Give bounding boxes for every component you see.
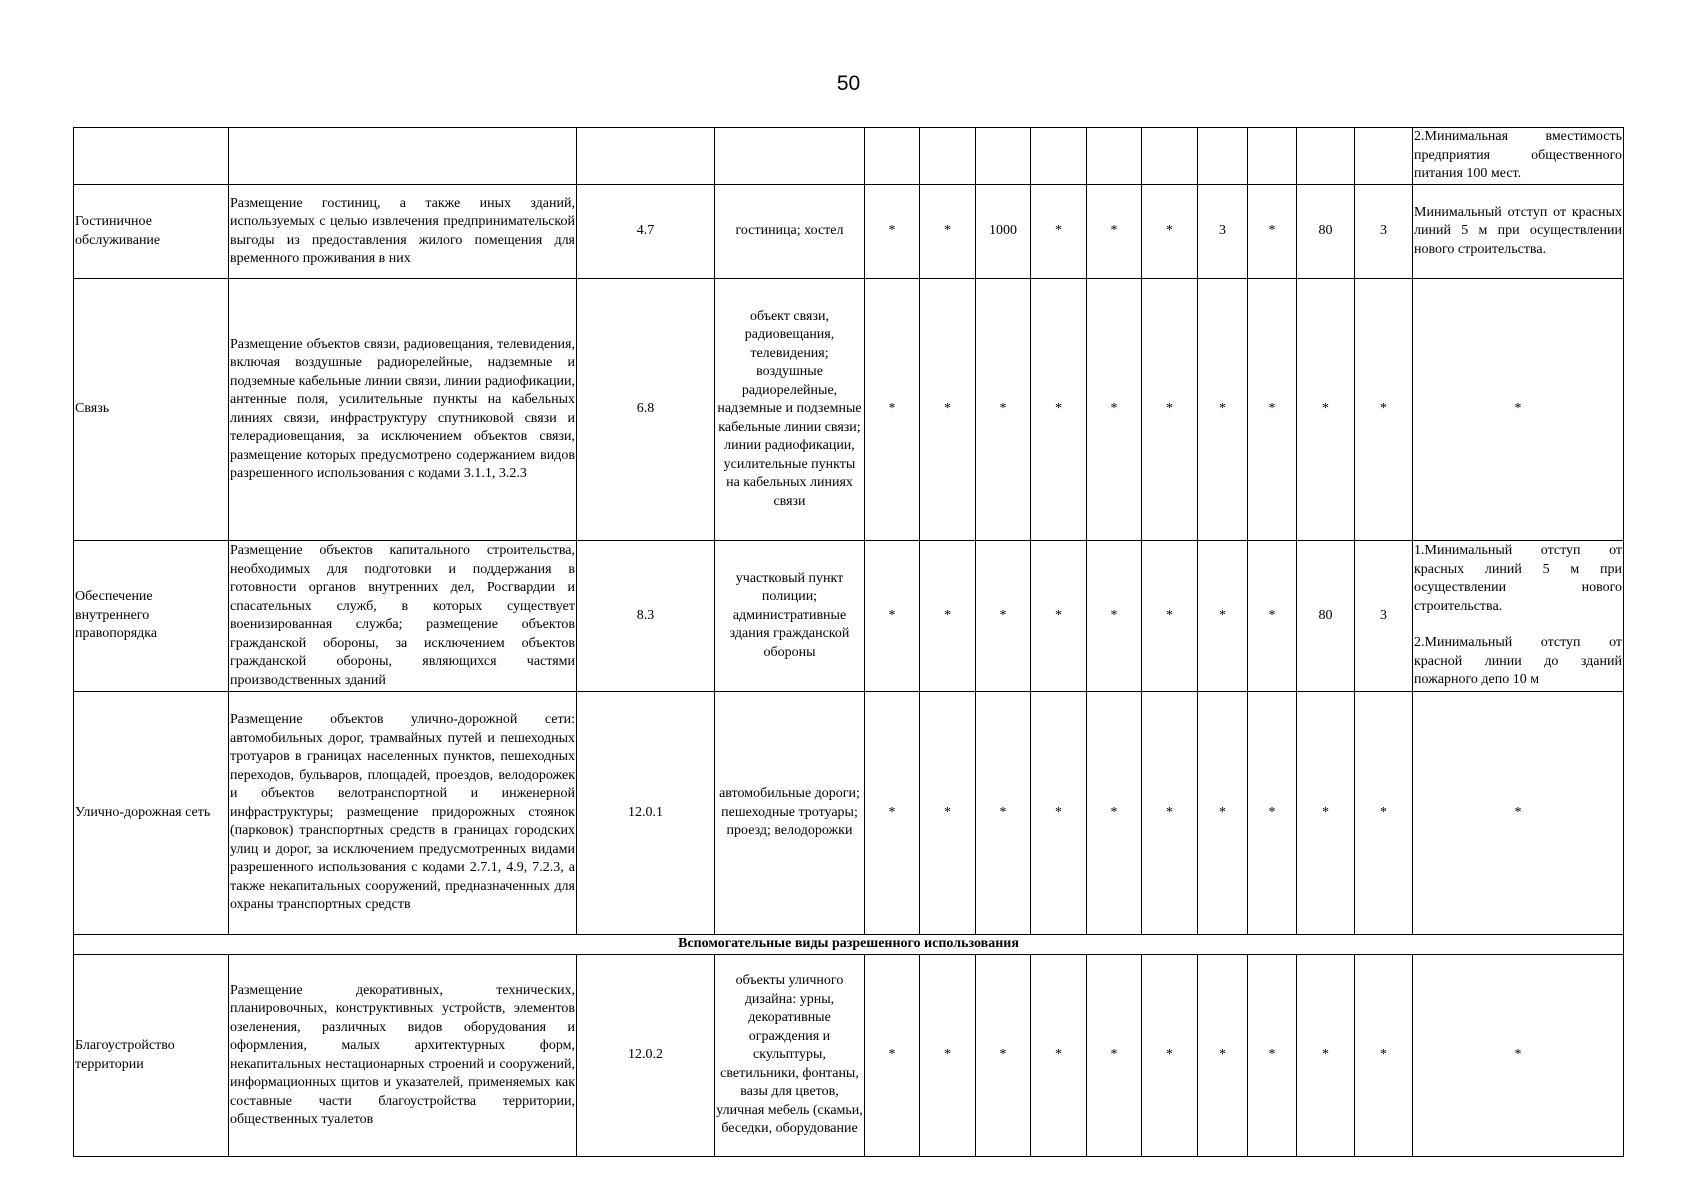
param-cell: *	[1198, 541, 1248, 692]
empty-cell	[1355, 128, 1413, 185]
note-cell: 2.Минимальная вместимость предприятия общественного питания 100 мест.	[1413, 128, 1624, 185]
param-cell: *	[1087, 541, 1142, 692]
param-cell: *	[1087, 185, 1142, 279]
table-row-hotel	[74, 185, 1624, 279]
param-cell: *	[1248, 955, 1297, 1157]
objects-cell: объект связи, радиовещания, телевидения; воздушные радиорелейные, надземные и подземные кабельные линии связи; линии радиофикации, усилительные пункты на кабельных линиях связи	[715, 279, 865, 541]
empty-cell	[74, 128, 229, 185]
use-description-cell: Размещение декоративных, технических, планировочных, конструктивных устройств, элементов озеленения, различных видов оборудования и оформления, малых архитектурных форм, некапитальных нестационарных строений и сооружений, информационных щитов и указателей, применяемых как составные части благоустройства территории, общественных туалетов	[229, 955, 577, 1157]
param-cell: *	[865, 541, 920, 692]
empty-cell	[865, 128, 920, 185]
param-cell: *	[1297, 692, 1355, 935]
use-code-cell: 12.0.1	[577, 692, 715, 935]
note-cell: *	[1413, 955, 1624, 1157]
use-code-cell: 8.3	[577, 541, 715, 692]
param-cell: *	[1248, 692, 1297, 935]
table-row-landscaping	[74, 955, 1624, 1157]
table-row-law-enforcement	[74, 541, 1624, 692]
param-cell: *	[1248, 185, 1297, 279]
param-cell: *	[1142, 185, 1198, 279]
param-cell: *	[920, 279, 976, 541]
objects-cell: участковый пункт полиции; административные здания гражданской обороны	[715, 541, 865, 692]
use-code-cell: 6.8	[577, 279, 715, 541]
section-title: Вспомогательные виды разрешенного использования	[74, 935, 1624, 955]
note-cell: *	[1413, 692, 1624, 935]
note-cell: *	[1413, 279, 1624, 541]
param-cell: *	[1198, 955, 1248, 1157]
param-cell: *	[1198, 279, 1248, 541]
objects-cell: объекты уличного дизайна: урны, декоративные ограждения и скульптуры, светильники, фонтаны, вазы для цветов, уличная мебель (скамьи, беседки, оборудование	[715, 955, 865, 1157]
empty-cell	[976, 128, 1031, 185]
note-cell: Минимальный отступ от красных линий 5 м при осуществлении нового строительства.	[1413, 185, 1624, 279]
param-cell: *	[1142, 541, 1198, 692]
param-cell: *	[1087, 279, 1142, 541]
param-cell: *	[865, 279, 920, 541]
objects-cell: гостиница; хостел	[715, 185, 865, 279]
param-cell: *	[920, 692, 976, 935]
param-cell: *	[920, 955, 976, 1157]
param-cell: 3	[1355, 185, 1413, 279]
param-cell: *	[1248, 541, 1297, 692]
param-cell: *	[1297, 279, 1355, 541]
param-cell: *	[865, 692, 920, 935]
param-cell: 3	[1355, 541, 1413, 692]
note-paragraph: 2.Минимальный отступ от красной линии до зданий пожарного депо 10 м	[1414, 635, 1622, 688]
note-cell	[1413, 541, 1624, 692]
use-name-cell: Гостиничное обслуживание	[74, 185, 229, 279]
param-cell: *	[1087, 692, 1142, 935]
table-row-road-network	[74, 692, 1624, 935]
param-cell: *	[1087, 955, 1142, 1157]
empty-cell	[920, 128, 976, 185]
param-cell: *	[1355, 692, 1413, 935]
param-cell: *	[976, 279, 1031, 541]
empty-cell	[1142, 128, 1198, 185]
empty-cell	[577, 128, 715, 185]
land-use-regulation-table	[73, 127, 1624, 1157]
use-description-cell: Размещение гостиниц, а также иных зданий, используемых с целью извлечения предпринимательской выгоды из предоставления жилого помещения для временного проживания в них	[229, 185, 577, 279]
table-row-continuation	[74, 128, 1624, 185]
param-cell: *	[1031, 541, 1087, 692]
param-cell: *	[976, 955, 1031, 1157]
use-name-cell: Благоустройство территории	[74, 955, 229, 1157]
param-cell: *	[1031, 185, 1087, 279]
table-row-communications	[74, 279, 1624, 541]
param-cell: *	[1355, 955, 1413, 1157]
objects-cell: автомобильные дороги; пешеходные тротуары; проезд; велодорожки	[715, 692, 865, 935]
param-cell: 80	[1297, 185, 1355, 279]
param-cell: *	[1031, 955, 1087, 1157]
param-cell: *	[1031, 279, 1087, 541]
param-cell: *	[976, 692, 1031, 935]
empty-cell	[229, 128, 577, 185]
empty-cell	[1198, 128, 1248, 185]
param-cell: *	[1142, 955, 1198, 1157]
param-cell: *	[920, 541, 976, 692]
use-name-cell: Связь	[74, 279, 229, 541]
param-cell: *	[865, 955, 920, 1157]
use-name-cell: Обеспечение внутреннего правопорядка	[74, 541, 229, 692]
param-cell: 1000	[976, 185, 1031, 279]
empty-cell	[1297, 128, 1355, 185]
note-paragraph: 1.Минимальный отступ от красных линий 5 м при осуществлении нового строительства.	[1414, 543, 1622, 614]
use-code-cell: 4.7	[577, 185, 715, 279]
param-cell: *	[976, 541, 1031, 692]
param-cell: *	[1198, 692, 1248, 935]
param-cell: 80	[1297, 541, 1355, 692]
empty-cell	[1248, 128, 1297, 185]
param-cell: *	[1248, 279, 1297, 541]
use-code-cell: 12.0.2	[577, 955, 715, 1157]
empty-cell	[1031, 128, 1087, 185]
table-section-header	[74, 935, 1624, 955]
param-cell: *	[865, 185, 920, 279]
use-description-cell: Размещение объектов связи, радиовещания, телевидения, включая воздушные радиорелейные, надземные и подземные кабельные линии связи, линии радиофикации, антенные поля, усилительные пункты на кабельных линиях связи, инфраструктуру спутниковой связи и телерадиовещания, за исключением объектов связи, размещение которых предусмотрено содержанием видов разрешенного использования с кодами 3.1.1, 3.2.3	[229, 279, 577, 541]
empty-cell	[715, 128, 865, 185]
param-cell: *	[1355, 279, 1413, 541]
use-description-cell: Размещение объектов капитального строительства, необходимых для подготовки и поддержания в готовности органов внутренних дел, Росгвардии и спасательных служб, в которых существует военизированная служба; размещение объектов гражданской обороны, за исключением объектов гражданской обороны, являющихся частями производственных зданий	[229, 541, 577, 692]
param-cell: 3	[1198, 185, 1248, 279]
param-cell: *	[1142, 692, 1198, 935]
use-description-cell: Размещение объектов улично-дорожной сети: автомобильных дорог, трамвайных путей и пешеходных тротуаров в границах населенных пунктов, пешеходных переходов, бульваров, площадей, проездов, велодорожек и объектов велотранспортной и инженерной инфраструктуры; размещение придорожных стоянок (парковок) транспортных средств в границах городских улиц и дорог, за исключением предусмотренных видами разрешенного использования с кодами 2.7.1, 4.9, 7.2.3, а также некапитальных сооружений, предназначенных для охраны транспортных средств	[229, 692, 577, 935]
param-cell: *	[1142, 279, 1198, 541]
param-cell: *	[920, 185, 976, 279]
empty-cell	[1087, 128, 1142, 185]
param-cell: *	[1031, 692, 1087, 935]
page-number: 50	[836, 72, 861, 95]
use-name-cell: Улично-дорожная сеть	[74, 692, 229, 935]
param-cell: *	[1297, 955, 1355, 1157]
